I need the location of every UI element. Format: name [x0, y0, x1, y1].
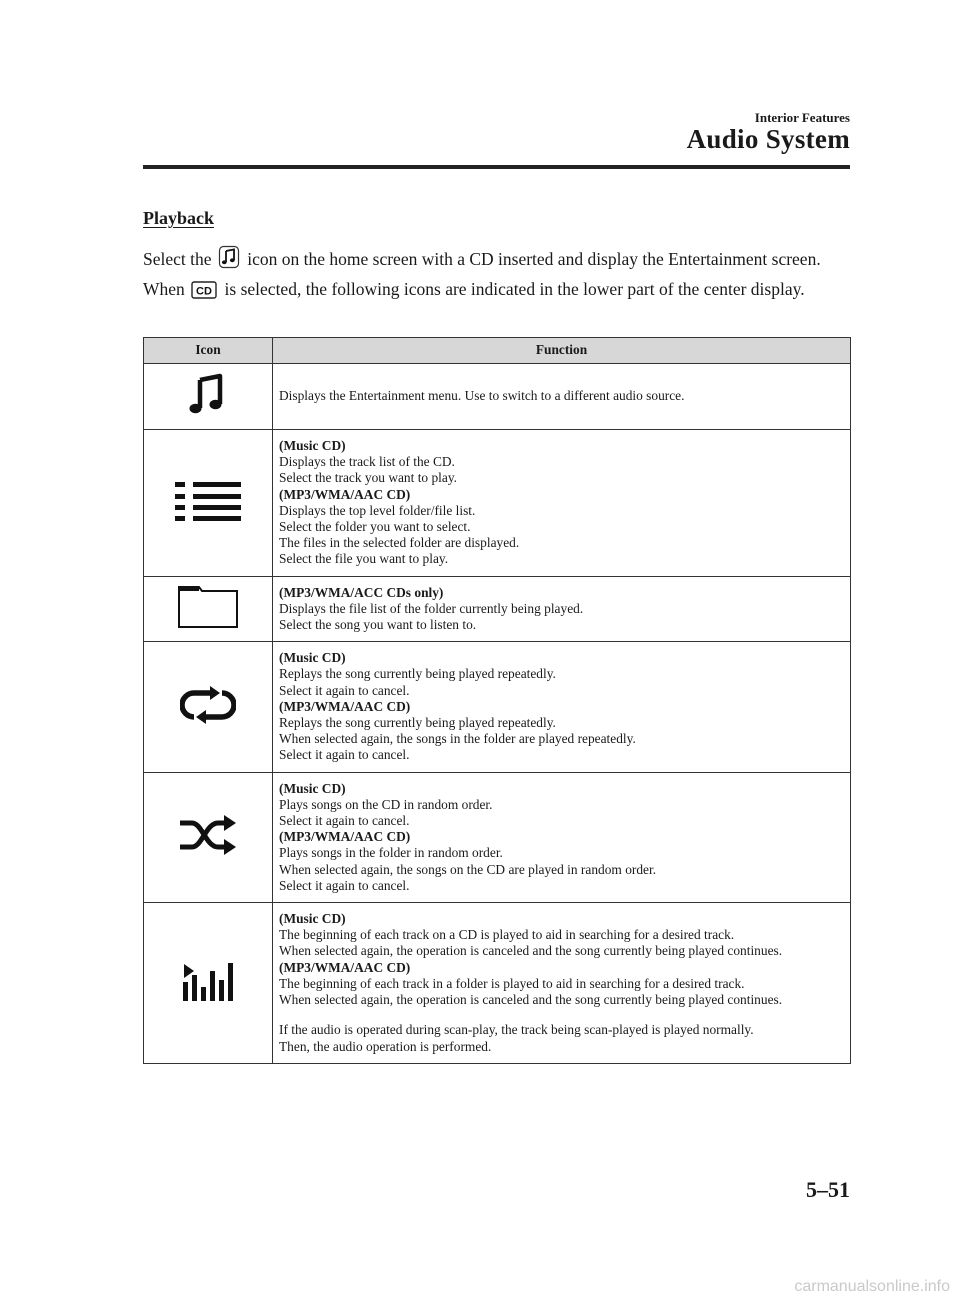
- function-subheading: (MP3/WMA/AAC CD): [279, 698, 411, 714]
- function-line: Select the song you want to listen to.: [279, 617, 477, 633]
- music-note-icon: [218, 245, 240, 276]
- table-row: [144, 903, 851, 1064]
- cd-icon: [191, 280, 217, 306]
- page-number: 5–51: [806, 1177, 850, 1202]
- icon-cell: [144, 903, 273, 1064]
- function-line: Plays songs in the folder in random order.: [279, 845, 503, 861]
- table-row: [144, 430, 851, 577]
- function-line: Select it again to cancel.: [279, 877, 410, 893]
- page-title: Audio System: [686, 124, 850, 154]
- function-line: Select it again to cancel.: [279, 682, 410, 698]
- function-line: Plays songs on the CD in random order.: [279, 796, 493, 812]
- track-list-icon: [175, 480, 241, 522]
- function-subheading: (Music CD): [279, 911, 346, 927]
- function-subheading: (MP3/WMA/ACC CDs only): [279, 584, 444, 600]
- function-text: Displays the Entertainment menu. Use to switch to a different audio source.: [279, 388, 685, 404]
- intro-text-3: is selected, the following icons are indicated in the lower part of the center display.: [224, 279, 805, 299]
- function-line: When selected again, the operation is canceled and the song currently being played continues.: [279, 992, 783, 1008]
- music-note-icon: [186, 372, 230, 416]
- folder-icon: [177, 585, 239, 629]
- shuffle-icon: [178, 814, 238, 856]
- icon-cell: [144, 642, 273, 772]
- function-line: The files in the selected folder are displayed.: [279, 535, 520, 551]
- function-subheading: (MP3/WMA/AAC CD): [279, 486, 411, 502]
- table-row: [144, 364, 851, 430]
- function-line: Replays the song currently being played repeatedly.: [279, 666, 556, 682]
- function-subheading: (Music CD): [279, 780, 346, 796]
- table-row: [144, 576, 851, 642]
- function-subheading: (MP3/WMA/AAC CD): [279, 829, 411, 845]
- function-line: Select the folder you want to select.: [279, 519, 471, 535]
- intro-text-2: icon on the home screen with a CD inserted and display the Entertainment screen. When: [143, 249, 821, 299]
- intro-paragraph: [143, 245, 855, 306]
- function-line: The beginning of each track in a folder is played to aid in searching for a desired track.: [279, 975, 745, 991]
- function-line: Displays the top level folder/file list.: [279, 502, 476, 518]
- function-line: Displays the file list of the folder currently being played.: [279, 600, 584, 616]
- header-divider: [143, 165, 850, 169]
- function-subheading: (Music CD): [279, 650, 346, 666]
- function-line: Select the file you want to play.: [279, 551, 449, 567]
- function-note-line: If the audio is operated during scan-play, the track being scan-played is played normally.: [279, 1022, 754, 1038]
- function-line: Replays the song currently being played repeatedly.: [279, 715, 556, 731]
- function-cell: [273, 576, 851, 642]
- function-line: Displays the track list of the CD.: [279, 454, 455, 470]
- icon-cell: [144, 576, 273, 642]
- icon-function-table: [143, 337, 851, 1064]
- function-line: Select it again to cancel.: [279, 813, 410, 829]
- function-cell: [273, 642, 851, 772]
- icon-cell: [144, 430, 273, 577]
- intro-text-1: Select the: [143, 249, 212, 269]
- icon-cell: [144, 364, 273, 430]
- function-cell: [273, 430, 851, 577]
- column-header-function: Function: [273, 338, 851, 364]
- function-line: Select the track you want to play.: [279, 470, 457, 486]
- scan-icon: [182, 960, 234, 1002]
- icon-cell: [144, 772, 273, 902]
- paragraph-gap: [279, 1008, 850, 1022]
- function-subheading: (Music CD): [279, 438, 346, 453]
- section-heading: Playback: [143, 208, 215, 228]
- watermark: carmanualsonline.info: [794, 1278, 950, 1295]
- function-cell: [273, 364, 851, 430]
- function-note-line: Then, the audio operation is performed.: [279, 1038, 492, 1054]
- function-subheading: (MP3/WMA/AAC CD): [279, 959, 411, 975]
- function-line: Select it again to cancel.: [279, 747, 410, 763]
- header-section-label: Interior Features: [754, 110, 850, 125]
- function-line: The beginning of each track on a CD is played to aid in searching for a desired track.: [279, 927, 735, 943]
- function-cell: [273, 903, 851, 1064]
- function-line: When selected again, the operation is canceled and the song currently being played continues.: [279, 943, 783, 959]
- table-row: [144, 642, 851, 772]
- function-line: When selected again, the songs in the folder are played repeatedly.: [279, 731, 636, 747]
- cd-icon-label: CD: [196, 285, 213, 298]
- table-header-row: [144, 338, 851, 364]
- function-line: When selected again, the songs on the CD are played in random order.: [279, 861, 657, 877]
- column-header-icon: Icon: [144, 338, 273, 364]
- table-row: [144, 772, 851, 902]
- function-cell: [273, 772, 851, 902]
- repeat-icon: [180, 685, 236, 725]
